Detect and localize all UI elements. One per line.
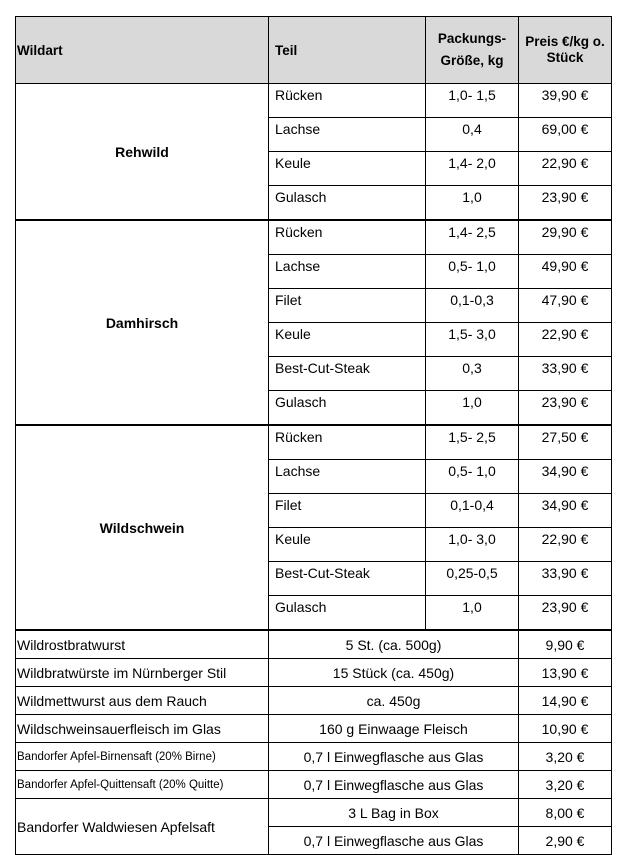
product-price: 3,20 €	[519, 771, 612, 799]
product-price: 10,90 €	[519, 715, 612, 743]
juice-option-price: 8,00 €	[519, 799, 612, 827]
price-cell: 23,90 €	[519, 391, 612, 426]
pack-cell: 1,4- 2,0	[426, 152, 519, 186]
product-name: Wildmettwurst aus dem Rauch	[16, 687, 269, 715]
header-preis-line1: Preis €/kg o.	[525, 34, 605, 49]
juice-option-pack: 0,7 l Einwegflasche aus Glas	[269, 827, 519, 855]
product-name: Bandorfer Apfel-Quittensaft (20% Quitte)	[16, 771, 269, 799]
table-row	[16, 687, 612, 715]
part-cell: Rücken	[269, 84, 426, 118]
part-cell: Lachse	[269, 460, 426, 494]
price-cell: 39,90 €	[519, 84, 612, 118]
table-row	[16, 799, 612, 827]
header-packungsgroesse	[426, 17, 519, 84]
table-row	[16, 630, 612, 659]
part-cell: Gulasch	[269, 186, 426, 221]
pack-cell: 1,5- 2,5	[426, 425, 519, 460]
product-name: Wildbratwürste im Nürnberger Stil	[16, 659, 269, 687]
product-price: 14,90 €	[519, 687, 612, 715]
part-cell: Keule	[269, 152, 426, 186]
pack-cell: 0,25-0,5	[426, 562, 519, 596]
table-row	[16, 659, 612, 687]
pack-cell: 1,0	[426, 391, 519, 426]
pack-cell: 1,0- 3,0	[426, 528, 519, 562]
price-cell: 34,90 €	[519, 494, 612, 528]
price-cell: 27,50 €	[519, 425, 612, 460]
header-preis-line2: Stück	[546, 50, 584, 65]
table-row	[16, 220, 612, 255]
part-cell: Lachse	[269, 118, 426, 152]
pack-cell: 1,0	[426, 596, 519, 631]
product-name: Bandorfer Apfel-Birnensaft (20% Birne)	[16, 743, 269, 771]
price-cell: 23,90 €	[519, 186, 612, 221]
table-row	[16, 743, 612, 771]
product-pack: 160 g Einwaage Fleisch	[269, 715, 519, 743]
header-preis	[519, 17, 612, 84]
product-pack: ca. 450g	[269, 687, 519, 715]
price-cell: 29,90 €	[519, 220, 612, 255]
product-pack: 15 Stück (ca. 450g)	[269, 659, 519, 687]
part-cell: Filet	[269, 289, 426, 323]
table-header-row	[16, 17, 612, 84]
price-cell: 34,90 €	[519, 460, 612, 494]
juice-option-pack: 3 L Bag in Box	[269, 799, 519, 827]
price-cell: 22,90 €	[519, 323, 612, 357]
product-name: Wildschweinsauerfleisch im Glas	[16, 715, 269, 743]
price-cell: 49,90 €	[519, 255, 612, 289]
product-price: 9,90 €	[519, 630, 612, 659]
part-cell: Best-Cut-Steak	[269, 562, 426, 596]
header-pack-line2: Größe, kg	[440, 53, 504, 68]
part-cell: Keule	[269, 323, 426, 357]
table-row	[16, 425, 612, 460]
product-pack: 0,7 l Einwegflasche aus Glas	[269, 771, 519, 799]
header-wildart: Wildart	[16, 17, 269, 84]
part-cell: Gulasch	[269, 596, 426, 631]
juice-option-price: 2,90 €	[519, 827, 612, 855]
pack-cell: 0,5- 1,0	[426, 255, 519, 289]
pack-cell: 0,1-0,4	[426, 494, 519, 528]
part-cell: Rücken	[269, 425, 426, 460]
species-damhirsch: Damhirsch	[16, 220, 269, 425]
part-cell: Rücken	[269, 220, 426, 255]
product-pack: 0,7 l Einwegflasche aus Glas	[269, 743, 519, 771]
table-row	[16, 715, 612, 743]
product-name: Wildrostbratwurst	[16, 630, 269, 659]
product-price: 3,20 €	[519, 743, 612, 771]
price-cell: 22,90 €	[519, 152, 612, 186]
part-cell: Best-Cut-Steak	[269, 357, 426, 391]
pack-cell: 1,4- 2,5	[426, 220, 519, 255]
header-teil: Teil	[269, 17, 426, 84]
part-cell: Keule	[269, 528, 426, 562]
pack-cell: 0,1-0,3	[426, 289, 519, 323]
price-cell: 33,90 €	[519, 562, 612, 596]
price-cell: 22,90 €	[519, 528, 612, 562]
price-cell: 47,90 €	[519, 289, 612, 323]
pack-cell: 0,3	[426, 357, 519, 391]
part-cell: Gulasch	[269, 391, 426, 426]
pack-cell: 0,5- 1,0	[426, 460, 519, 494]
pack-cell: 1,0	[426, 186, 519, 221]
product-price: 13,90 €	[519, 659, 612, 687]
table-row	[16, 84, 612, 118]
species-rehwild: Rehwild	[16, 84, 269, 221]
pack-cell: 1,5- 3,0	[426, 323, 519, 357]
product-pack: 5 St. (ca. 500g)	[269, 630, 519, 659]
part-cell: Filet	[269, 494, 426, 528]
pack-cell: 0,4	[426, 118, 519, 152]
table-row	[16, 771, 612, 799]
header-pack-line1: Packungs-	[437, 31, 507, 46]
species-wildschwein: Wildschwein	[16, 425, 269, 630]
price-cell: 69,00 €	[519, 118, 612, 152]
price-cell: 23,90 €	[519, 596, 612, 631]
juice-name: Bandorfer Waldwiesen Apfelsaft	[16, 799, 269, 855]
price-table	[15, 16, 612, 855]
pack-cell: 1,0- 1,5	[426, 84, 519, 118]
part-cell: Lachse	[269, 255, 426, 289]
price-cell: 33,90 €	[519, 357, 612, 391]
